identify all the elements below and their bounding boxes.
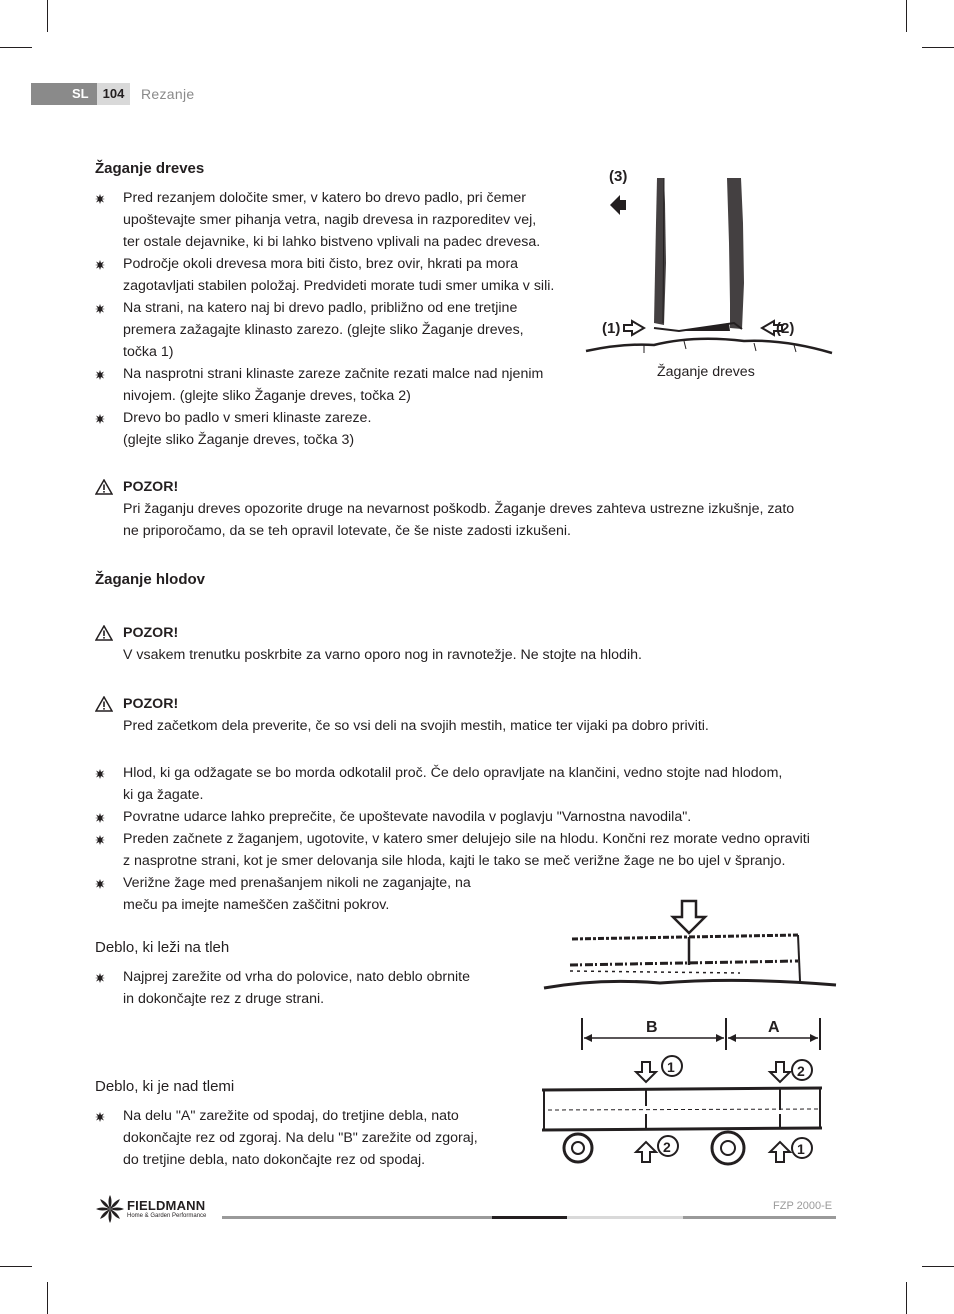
- list-item: Pred rezanjem določite smer, v katero bo drevo padlo, pri čemer upoštevajte smer pihanja vetra, nagib drevesa in razporeditev vej, ter ostale dejavnike, ki bi lahko bistveno vplivali na padec drevesa.: [95, 187, 575, 253]
- list-item: Drevo bo padlo v smeri klinaste zareze. (glejte sliko Žaganje dreves, točka 3): [95, 407, 575, 451]
- brand-tagline: Home & Garden Performance: [127, 1213, 207, 1219]
- bullet-icon: [95, 769, 105, 779]
- footer-bar: [567, 1216, 683, 1219]
- brand-name: FIELDMANN: [127, 1198, 206, 1213]
- log-end-icon: [564, 1134, 592, 1162]
- tree-felling-list: [95, 187, 575, 451]
- warning-text: ne priporočamo, da se teh opravil lotevate, če še niste zadosti izkušeni.: [123, 523, 571, 539]
- list-item: Povratne udarce lahko preprečite, če upoštevate navodila v poglavju "Varnostna navodila".: [95, 806, 845, 828]
- crop-mark: [0, 1266, 32, 1267]
- warning-triangle-icon: [95, 479, 113, 495]
- figure-label-b: B: [646, 1019, 658, 1036]
- bullet-icon: [95, 973, 105, 983]
- warning-label: POZOR!: [123, 625, 179, 641]
- subheading-log-above-ground: Deblo, ki je nad tlemi: [95, 1078, 235, 1095]
- footer-bar: [222, 1216, 492, 1219]
- bullet-icon: [95, 260, 105, 270]
- log-end-icon: [712, 1132, 744, 1164]
- bullet-icon: [95, 370, 105, 380]
- subheading-log-on-ground: Deblo, ki leži na tleh: [95, 939, 230, 956]
- warning-triangle-icon: [95, 625, 113, 641]
- log-above-ground-list: [95, 1105, 510, 1171]
- svg-text:2: 2: [663, 1139, 671, 1155]
- bullet-icon: [95, 835, 105, 845]
- arrow-right-icon: [624, 321, 644, 335]
- arrow-down-icon: [673, 901, 705, 933]
- warning-text: Pred začetkom dela preverite, če so vsi deli na svojih mestih, matice ter vijaki pa dobro priviti.: [123, 718, 709, 734]
- header-language: SL: [72, 86, 89, 101]
- crop-mark: [922, 1266, 954, 1267]
- warning-text: V vsakem trenutku poskrbite za varno oporo nog in ravnotežje. Ne stojte na hlodih.: [123, 647, 642, 663]
- warning-text: Pri žaganju dreves opozorite druge na nevarnost poškodb. Žaganje dreves zahteva ustrezne izkušnje, zato: [123, 501, 795, 517]
- warning-block: [95, 693, 835, 737]
- figure-label-1: (1): [602, 320, 621, 337]
- section-heading-tree-felling: Žaganje dreves: [95, 160, 205, 177]
- warning-label: POZOR!: [123, 479, 179, 495]
- arrow-up-icon: [770, 1142, 790, 1162]
- figure-label-3: (3): [609, 168, 628, 185]
- crop-mark: [47, 0, 48, 32]
- section-heading-log-cutting: Žaganje hlodov: [95, 571, 206, 588]
- bullet-icon: [95, 194, 105, 204]
- model-number: FZP 2000-E: [773, 1200, 833, 1212]
- fieldmann-logo-icon: [95, 1194, 125, 1224]
- warning-label: POZOR!: [123, 696, 179, 712]
- list-item: Preden začnete z žaganjem, ugotovite, v katero smer delujejo sile na hlodu. Končni rez morate vedno opraviti z nasprotne strani, kot je smer delovanja sile hloda, kajti le tako se meč verižne žage ne bo ujel v špranjo.: [95, 828, 845, 872]
- footer-bar: [683, 1216, 836, 1219]
- figure-caption: Žaganje dreves: [657, 364, 755, 380]
- figure-label-a: A: [768, 1019, 780, 1036]
- page-number: 104: [97, 83, 130, 105]
- bullet-icon: [95, 1112, 105, 1122]
- list-item: Hlod, ki ga odžagate se bo morda odkotalil proč. Če delo opravljate na klančini, vedno stojte nad hlodom, ki ga žagate.: [95, 762, 845, 806]
- arrow-down-icon: [636, 1062, 656, 1082]
- figure-label-2: (2): [776, 320, 795, 337]
- warning-block: [95, 622, 835, 666]
- list-item: Na delu "A" zarežite od spodaj, do tretjine debla, nato dokončajte rez od zgoraj. Na delu "B" zarežite od zgoraj, do tretjine debla, nato dokončajte rez od spodaj.: [95, 1105, 510, 1171]
- list-item: Verižne žage med prenašanjem nikoli ne zaganjajte, na meču pa imejte nameščen zaščitni pokrov.: [95, 872, 845, 916]
- svg-text:1: 1: [797, 1141, 805, 1157]
- tree-felling-illustration: [584, 163, 834, 358]
- warning-block: [95, 476, 835, 542]
- log-on-ground-list: [95, 966, 505, 1010]
- list-item: Področje okoli drevesa mora biti čisto, brez ovir, hkrati pa mora zagotavljati stabilen položaj. Predvideti morate tudi smer umika v sili.: [95, 253, 575, 297]
- bullet-icon: [95, 813, 105, 823]
- bullet-icon: [95, 414, 105, 424]
- arrow-up-icon: [636, 1142, 656, 1162]
- crop-mark: [47, 1282, 48, 1314]
- warning-triangle-icon: [95, 696, 113, 712]
- list-item: Najprej zarežite od vrha do polovice, nato deblo obrnite in dokončajte rez z druge strani.: [95, 966, 505, 1010]
- svg-text:2: 2: [797, 1063, 805, 1079]
- arrow-down-icon: [770, 1062, 790, 1082]
- crop-mark: [0, 47, 32, 48]
- svg-text:1: 1: [667, 1059, 675, 1075]
- crop-mark: [922, 47, 954, 48]
- list-item: Na strani, na katero naj bi drevo padlo, približno od ene tretjine premera zažagajte klinasto zarezo. (glejte sliko Žaganje dreves, točka 1): [95, 297, 575, 363]
- log-above-ground-illustration: [538, 1010, 830, 1168]
- crop-mark: [906, 0, 907, 32]
- list-item: Na nasprotni strani klinaste zareze začnite rezati malce nad njenim nivojem. (glejte sliko Žaganje dreves, točka 2): [95, 363, 575, 407]
- crop-mark: [906, 1282, 907, 1314]
- bullet-icon: [95, 304, 105, 314]
- bullet-icon: [95, 879, 105, 889]
- section-title: Rezanje: [141, 86, 195, 102]
- footer-bar: [492, 1216, 567, 1219]
- log-on-ground-illustration: [540, 893, 838, 1003]
